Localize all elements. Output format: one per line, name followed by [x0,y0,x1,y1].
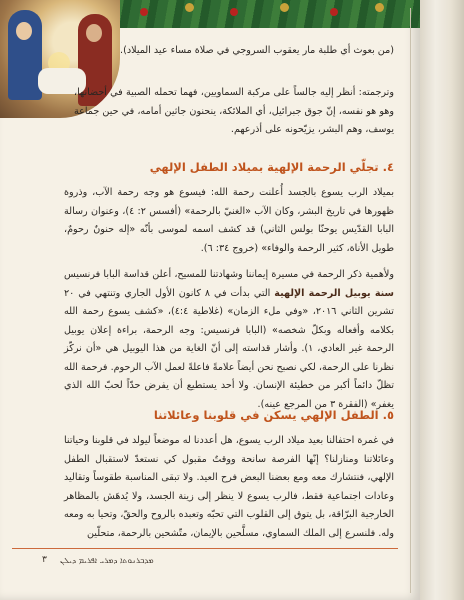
paragraph-5: في غمرة احتفالنا بعيد ميلاد الرب يسوع، هل أعددنا له موضعاً ليولد في قلوبنا وحياتنا وعائلاتنا ومنازلنا؟ إنّها الفرصة سانحة ووقتٌ مقبول كي نستعدّ لاستقبال الطفل الإلهي، فنتشارك معه ومع بعضنا البعض فرح العيد. ولا تبقى المناسبة طقوساً وتقاليد وعادات اجتماعية فقط، فالرب يسوع لا ينظر إلى زينة الجسد، ولا يُدهَش بالمظاهر الخارجية البرّاقة، بل يتوق إلى القلوب التي تحبّه وتعبده بالروح والحقّ، وتحيا به ومعه وله. فلنسرع إلى الملك السماوي، مسلَّحين بالإيمان، متّشحين بالرحمة، متحلّين [64,435,394,539]
gold-ornament [375,3,384,12]
page-number: ٣ [42,555,47,565]
paragraph-4-start: ولأهمية ذكر الرحمة في مسيرة إيماننا وشهادتنا للمسيح، أعلن قداسة البابا فرنسيس [64,269,394,280]
footer-running-title: ܡܕܒܪܢܘܬܐ ܕܡܪܝ ܐܦܪܝܡ ܕܝܠܢ [60,556,154,565]
berry-ornament [140,8,148,16]
gold-ornament [185,3,194,12]
berry-ornament [330,8,338,16]
section-heading-5: ٥. الطفل الإلهي يسكن في قلوبنا وعائلاتنا [153,408,394,422]
paragraph-1: (من بعوث أي طلبة مار يعقوب السروجي في صلاة مساء عيد الميلاد). [120,45,394,56]
section-heading-4: ٤. تجلّي الرحمة الإلهية بميلاد الطفل الإلهي [149,160,394,174]
footer-rule [12,548,398,549]
joseph-face [86,24,102,42]
paragraph-4-end: التي بدأت في ٨ كانون الأول الجاري وتنتهي في ٢٠ تشرين الثاني ٢٠١٦، «وفي ملء الزمان» (غلاطية ٤:٤)، «كشف يسوع رحمة الله بكلامه وأفعاله وبكلّ شخصه» (البابا فرنسيس: وجه الرحمة، براءة إعلان يوبيل الرحمة غير العادي، ١). وأشار قداسته إلى أنّ الغاية من هذا اليوبيل هي «أن نركّز نظرنا على الرحمة، لكي نصبح نحن أيضاً علامةً فاعلةً لعمل الآب الرحوم. فرحمة الله تظلّ دائماً أكبر من خطيئة الإنسان. ولا أحد يستطيع أن يفرض حدّاً لحبّ الله الذي يغفر» (الفقرة ٣ من المرجع عينه). [64,287,394,410]
gold-ornament [280,3,289,12]
page-fold-line [410,8,411,593]
paragraph-4 [64,266,394,414]
next-page-edge [420,0,464,600]
paragraph-2: وترجمته: أنظر إليه جالساً على مركبة السماويين، فهما تحمله الصبية في أحضانها، وهو هو نفسه، إنّ جوق جبرائيل، أي الملائكة، ينحنون جاثين أمامه، في حين جماعة يوسف، وهم البشر، يزيّحونه على أذرعهم. [74,87,394,135]
jubilee-of-mercy-emphasis: سنة يوبيل الرحمة الإلهية [274,287,394,299]
paragraph-3: بميلاد الرب يسوع بالجسد أُعلنت رحمة الله: فيسوع هو وجه رحمة الآب، وذروة ظهورها في تاريخ البشر، وكان الآب «الغنيّ بالرحمة» (أفسس ٢: ٤)، وعنوان رسالة البابا القدّيس يوحنّا بولس الثاني) قد كشف اسمه لموسى بأنّه «إله حنونٌ رحومٌ، طويل الأناة، كثير الرحمة والوفاء» (خروج ٣٤: ٦). [64,187,394,254]
berry-ornament [230,8,238,16]
mary-face [16,22,32,40]
